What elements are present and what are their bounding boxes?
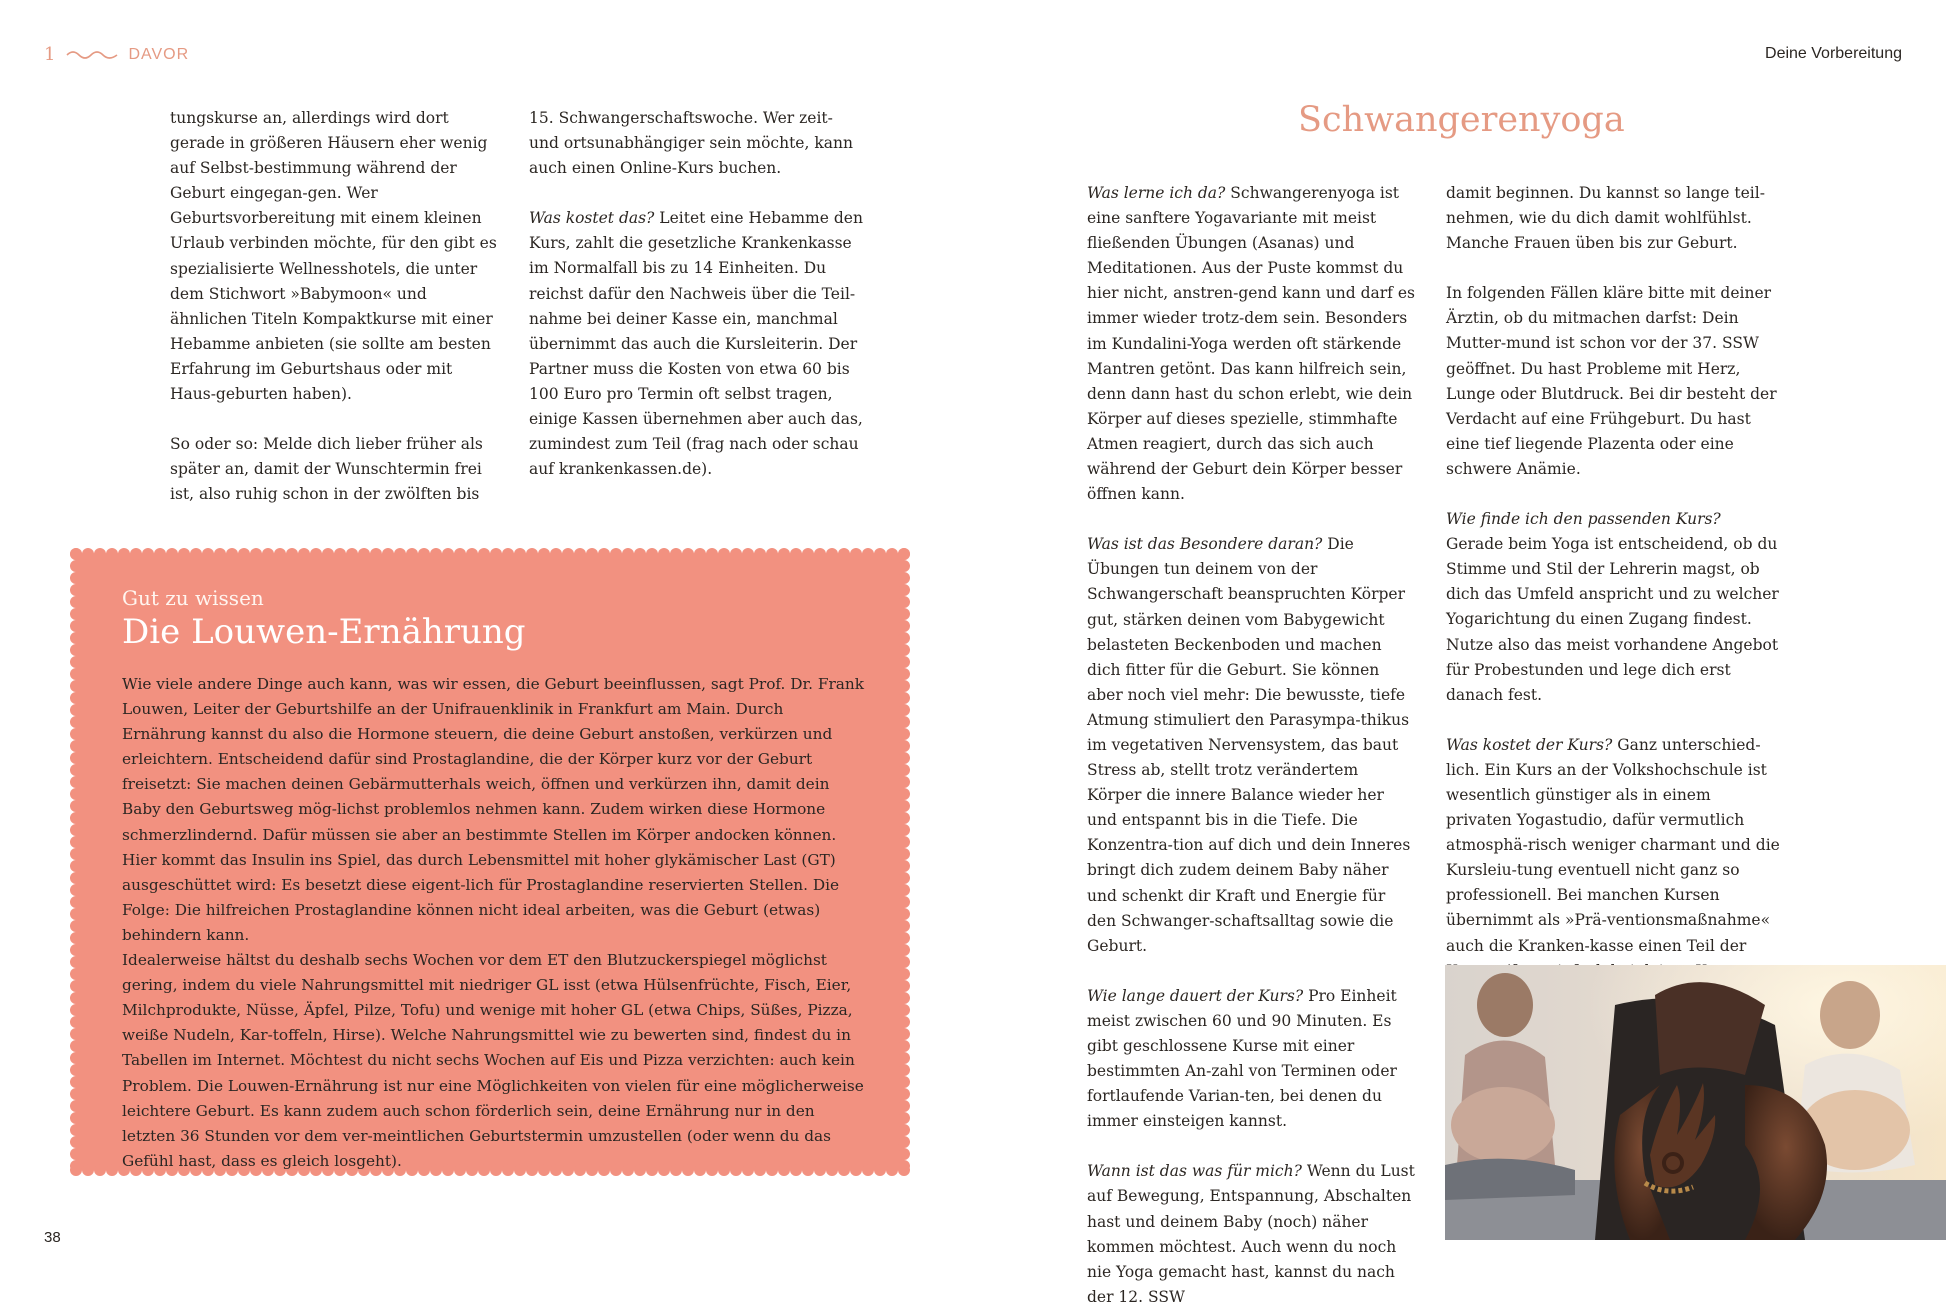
running-header-left — [44, 44, 189, 65]
chapter-label: DAVOR — [128, 45, 190, 63]
info-box-content — [122, 586, 870, 1174]
lead-in: Was lerne ich da? — [1087, 184, 1226, 202]
paragraph-text: Wenn du Lust auf Bewegung, Entspannung, Abschalten hast und deinem Baby (noch) näher kommen möchtest. Auch wenn du noch nie Yoga gemacht hast, kannst du nach der 12. SSW — [1087, 1162, 1415, 1306]
paragraph-text: Leitet eine Hebamme den Kurs, zahlt die gesetzliche Krankenkasse im Normalfall bis zu 14 Einheiten. Du reichst dafür den Nachweis über die Teil-nahme bei deiner Kasse ein, manchmal übernimmt das auch die Kursleiterin. Der Partner muss die Kosten von etwa 60 bis 100 Euro pro Termin oft selbst tragen, einige Kassen übernehmen aber auch das, zumindest zum Teil (frag nach oder schau auf krankenkassen.de). — [529, 209, 863, 479]
section-title: Schwangerenyoga — [1298, 100, 1625, 140]
paragraph-text: Schwangerenyoga ist eine sanftere Yogavariante mit meist fließenden Übungen (Asanas) und Meditationen. Aus der Puste kommst du hier nicht, anstren-gend kann und darf es immer wieder trotz-dem sein. Besonders im Kundalini-Yoga werden oft stärkende Mantren getönt. Das kann hilfreich sein, denn dann hast du schon erlebt, wie dein Körper auf dieses spezielle, stimmhafte Atmen reagiert, durch das sich auch während der Geburt dein Körper besser öffnen kann. — [1087, 184, 1415, 504]
paragraph — [1087, 181, 1417, 507]
chapter-number: 1 — [44, 44, 57, 65]
info-box-kicker: Gut zu wissen — [122, 586, 264, 610]
paragraph: tungskurse an, allerdings wird dort gerade in größeren Häusern eher wenig auf Selbst-bestimmung während der Geburt eingegan-gen. Wer Geburtsvorbereitung mit einem kleinen Urlaub verbinden möchte, für den gibt es spezialisierte Wellnesshotels, die unter dem Stichwort »Babymoon« und ähnlichen Titeln Kompaktkurse mit einer Hebamme anbieten (sie sollte am besten Erfahrung im Geburtshaus oder mit Haus-geburten haben). — [170, 109, 497, 404]
yoga-photo-illustration — [1445, 965, 1946, 1240]
paragraph-text: Gerade beim Yoga ist entscheidend, ob du Stimme und Stil der Lehrerin magst, ob dich das Umfeld anspricht und zu welcher Yogarichtung du einen Zugang findest. Nutze also das meist vorhandene Angebot für Probestunden und lege dich erst danach fest. — [1446, 535, 1779, 704]
paragraph: So oder so: Melde dich lieber früher als später an, damit der Wunschtermin frei ist, also ruhig schon in der zwölften bis — [170, 435, 483, 504]
right-column-2 — [1446, 181, 1781, 1009]
lead-in: Was kostet der Kurs? — [1446, 735, 1613, 754]
paragraph-text: Die Übungen tun deinem von der Schwangerschaft beanspruchten Körper gut, stärken deinen vom Babygewicht belasteten Beckenboden und machen dich fitter für die Geburt. Sie können aber noch viel mehr: Die bewusste, tiefe Atmung stimuliert den Parasympa-thikus im vegetativen Nervensystem, das baut Stress ab, stellt trotz verändertem Körper die innere Balance wieder her und entspannt bis in die Tiefe. Die Konzentra-tion auf dich und dein Inneres bringt dich zudem deinem Baby näher und schenkt dir Kraft und Energie für den Schwanger-schaftsalltag sowie die Geburt. — [1087, 535, 1411, 955]
left-column-2 — [529, 106, 864, 482]
paragraph-text: Ganz unterschied-lich. Ein Kurs an der Volkshochschule ist wesentlich günstiger als in einem privaten Yogastudio, dafür vermutlich atmosphä-risch weniger charmant und die Kursleiu-tung eventuell nicht ganz so professionell. Bei manchen Kursen übernimmt als »Prä-ventionsmaßnahme« auch die Kranken-kasse einen Teil der — [1446, 735, 1780, 955]
paragraph — [1087, 984, 1417, 1135]
page-number: 38 — [44, 1229, 61, 1246]
lead-in: Wie lange dauert der Kurs? — [1087, 986, 1304, 1005]
lead-in: Wie finde ich den passenden Kurs? — [1446, 510, 1721, 529]
paragraph: damit beginnen. Du kannst so lange teil-nehmen, wie du dich damit wohlfühlst. Manche Frauen üben bis zur Geburt. — [1446, 184, 1765, 253]
right-column-1 — [1087, 181, 1417, 1310]
paragraph: Idealerweise hältst du deshalb sechs Wochen vor dem ET den Blutzuckerspiegel möglichst gering, indem du viele Nahrungsmittel mit niedriger GL isst (etwa Hülsenfrüchte, Fisch, Eier, Milchprodukte, Nüsse, Äpfel, Pilze, Tofu) und wenige mit hoher GL (etwa Chips, Süßes, Pizza, weiße Nudeln, Kar-toffeln, Hirse). Welche Nahrungsmittel wie zu bewerten sind, findest du in Tabellen im Internet. Möchtest du nicht sechs Wochen auf Eis und Pizza verzichten: auch kein Problem. Die Louwen-Ernährung ist nur eine Möglichkeiten von vielen für eine möglicherweise leichtere Geburt. Es kann zudem auch schon förderlich sein, deine Ernährung nur in den letzten 36 Stunden vor dem ver-meintlichen Geburtstermin umzustellen (oder wenn du das Gefühl hast, dass es gleich losgeht). — [122, 951, 864, 1170]
paragraph — [1087, 532, 1417, 959]
paragraph-text: Pro Einheit meist zwischen 60 und 90 Minuten. Es gibt geschlossene Kurse mit einer bestimmten An-zahl von Terminen oder fortlaufende Varian-ten, bei denen du immer einsteigen kannst. — [1087, 986, 1397, 1131]
paragraph — [529, 206, 864, 482]
lead-in: Was kostet das? — [529, 209, 655, 228]
paragraph — [1446, 507, 1781, 708]
info-box-title: Die Louwen-Ernährung — [122, 612, 526, 652]
paragraph: 15. Schwangerschaftswoche. Wer zeit- und ortsunabhängiger sein möchte, kann auch einen Online-Kurs buchen. — [529, 109, 853, 178]
paragraph: In folgenden Fällen kläre bitte mit deiner Ärztin, ob du mitmachen darfst: Dein Mutter-mund ist schon vor der 37. SSW geöffnet. Du hast Probleme mit Herz, Lunge oder Blutdruck. Bei dir besteht der Verdacht auf eine Frühgeburt. Du hast eine tief liegende Plazenta oder eine schwere Anämie. — [1446, 284, 1777, 478]
paragraph: Wie viele andere Dinge auch kann, was wir essen, die Geburt beeinflussen, sagt Prof. Dr. Frank Louwen, Leiter der Geburtshilfe an der Unifrauenklinik in Frankfurt am Main. Durch Ernährung kannst du also die Hormone steuern, die deine Geburt anstoßen, verkürzen und erleichtern. Entscheidend dafür sind Prostaglandine, die der Körper kurz vor der Geburt freisetzt: Sie machen deinen Gebärmutterhals weich, öffnen und verkürzen ihn, damit dein Baby den Geburtsweg mög-lichst problemlos nehmen kann. Zudem wirken diese Hormone schmerzlindernd. Dafür müssen sie aber an bestimmte Stellen im Körper andocken können. Hier kommt das Insulin ins Spiel, das durch Lebensmittel mit hoher glykämischer Last (GT) ausgeschüttet wird: Es besetzt diese eigent-lich für Prostaglandine reservierten Stellen. Die Folge: Die hilfreichen Prostaglandine können nicht ideal arbeiten, was die Geburt (etwas) behindern kann. — [122, 675, 865, 944]
info-box-body — [122, 672, 870, 1174]
info-box — [70, 548, 910, 1176]
lead-in: Wann ist das was für mich? — [1087, 1162, 1302, 1181]
wave-ornament-icon — [66, 48, 118, 62]
lead-in: Was ist das Besondere daran? — [1087, 535, 1323, 554]
paragraph — [1087, 1159, 1417, 1310]
left-column-1 — [170, 106, 500, 507]
section-label: Deine Vorbereitung — [1765, 45, 1902, 62]
yoga-class-photo — [1445, 965, 1946, 1240]
